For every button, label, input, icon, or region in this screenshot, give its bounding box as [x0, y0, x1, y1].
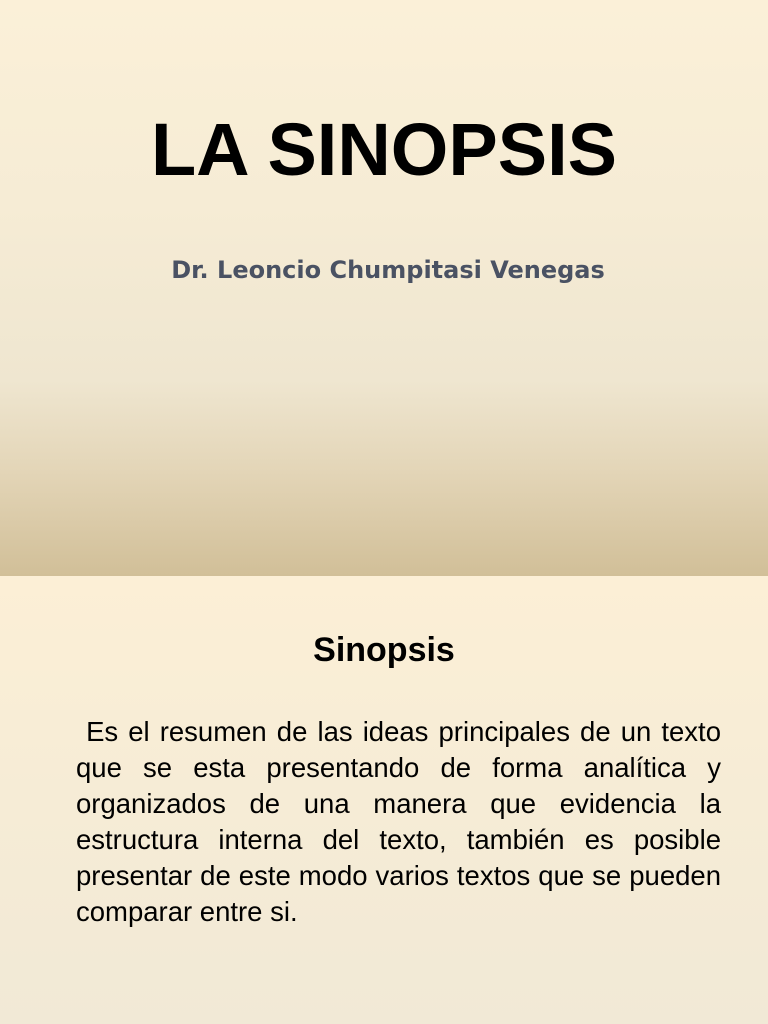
body-paragraph: Es el resumen de las ideas principales de un texto que se esta presentando de forma analítica y organizados de una manera que evidencia la estructura interna del texto, también es posible presentar de este modo varios textos que se pueden comparar entre si. [76, 716, 729, 927]
author-subtitle: Dr. Leoncio Chumpitasi Venegas [171, 256, 605, 284]
section-heading: Sinopsis [313, 631, 455, 669]
slide-title: LA SINOPSIS [150, 108, 617, 191]
content-slide [0, 576, 768, 1024]
